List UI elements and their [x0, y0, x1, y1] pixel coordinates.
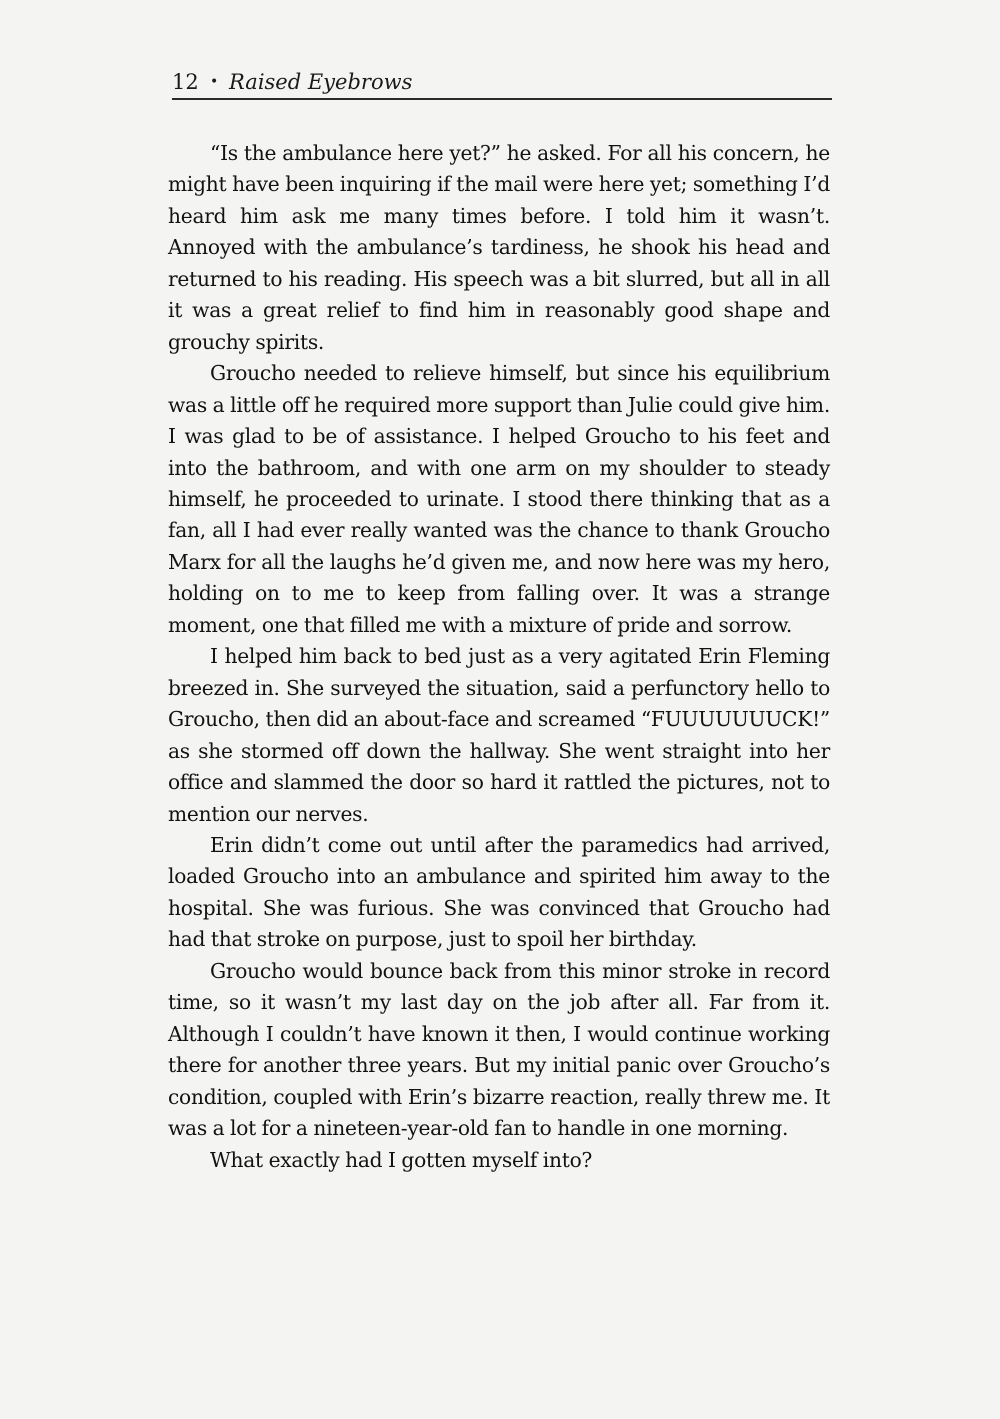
running-head — [172, 64, 832, 100]
paragraph: “Is the ambulance here yet?” he asked. For all his concern, he might have been inquiring if the mail were here yet; something I’d heard him ask me many times before. I told him it wasn’t. Annoyed with the ambulance’s tardiness, he shook his head and returned to his reading. His speech was a bit slurred, but all in all it was a great relief to find him in reasonably good shape and grouchy spirits. — [168, 141, 830, 354]
paragraph: What exactly had I gotten myself into? — [210, 1147, 593, 1172]
page-number: 12 — [172, 70, 199, 94]
paragraph: I helped him back to bed just as a very agitated Erin Fleming breezed in. She surveyed the situation, said a perfunctory hello to Groucho, then did an about-face and screamed “FUUUUUUUCK!” as she stormed off down the hallway. She went straight into her office and slammed the door so hard it rattled the pictures, not to mention our nerves. — [168, 644, 830, 826]
paragraph: Groucho needed to relieve himself, but since his equilibrium was a little off he required more support than Julie could give him. I was glad to be of assistance. I helped Groucho to his feet and into the bathroom, and with one arm on my shoulder to steady himself, he proceeded to urinate. I stood there thinking that as a fan, all I had ever really wanted was the chance to thank Groucho Marx for all the laughs he’d given me, and now here was my hero, holding on to me to keep from falling over. It was a strange moment, one that filled me with a mixture of pride and sorrow. — [168, 361, 830, 637]
paragraph: Erin didn’t come out until after the paramedics had arrived, loaded Groucho into an ambulance and spirited him away to the hospital. She was furious. She was convinced that Groucho had had that stroke on purpose, just to spoil her birthday. — [168, 832, 830, 952]
running-head-separator: • — [210, 74, 219, 90]
paragraph: Groucho would bounce back from this minor stroke in record time, so it wasn’t my last day on the job after all. Far from it. Although I couldn’t have known it then, I would continue working there for another three years. But my initial panic over Groucho’s condition, coupled with Erin’s bizarre reaction, really threw me. It was a lot for a nineteen-year-old fan to handle in one morning. — [168, 958, 830, 1141]
book-title: Raised Eyebrows — [229, 70, 413, 94]
body-text — [168, 138, 830, 1176]
